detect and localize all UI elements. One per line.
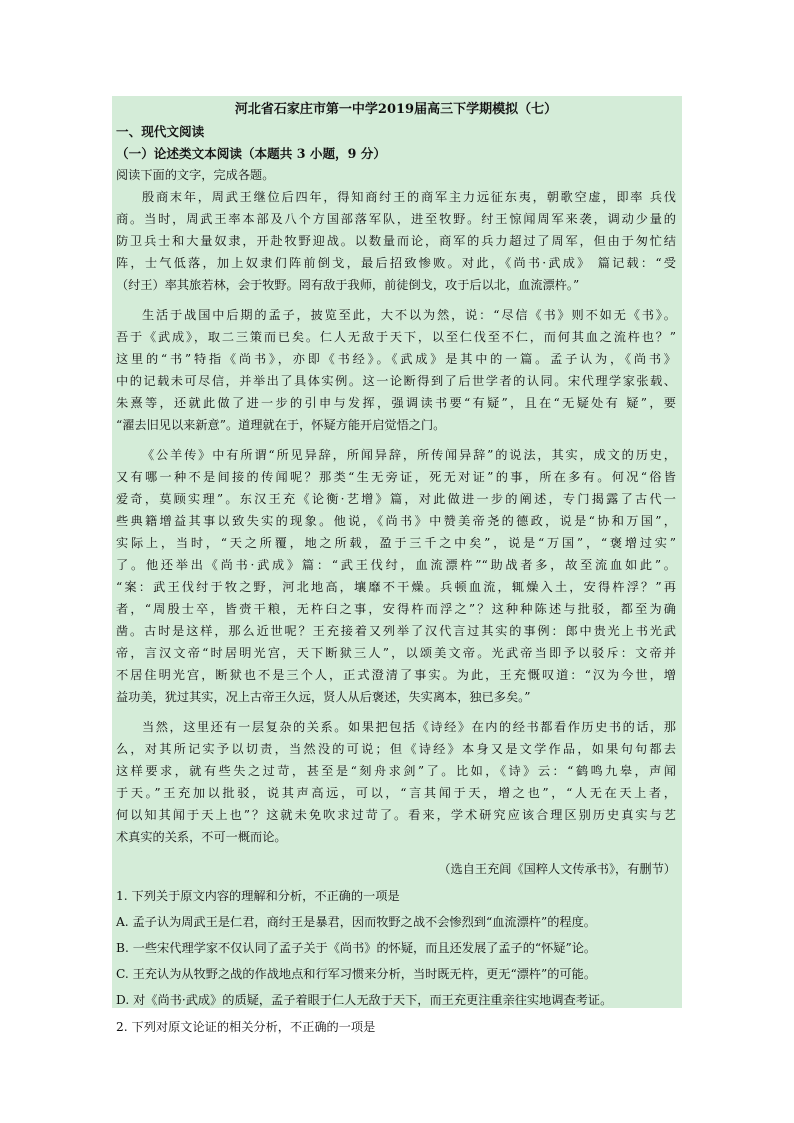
paragraph-line: 阵，士气低落，加上奴隶们阵前倒戈，最后招致惨败。对此，《尚书·武成》 篇记载：“受 xyxy=(116,256,676,270)
paragraph-line: 中的记载未可尽信，并举出了具体实例。这一论断得到了后世学者的认同。宋代理学家张载、 xyxy=(116,374,676,388)
section-heading: 一、现代文阅读 xyxy=(116,124,205,139)
question-1-option-b: B. 一些宋代理学家不仅认同了孟子关于《尚书》的怀疑，而且还发展了孟子的“怀疑”论。 xyxy=(116,941,597,955)
paragraph-line: “濯去旧见以来新意”。道理就在于，怀疑方能开启觉悟之门。 xyxy=(116,418,446,432)
sub-heading: （一）论述类文本阅读（本题共 3 小题，9 分） xyxy=(116,146,386,161)
paragraph-line: 商。当时，周武王率本部及八个方国部落军队，进至牧野。纣王惊闻周军来袭，调动少量的 xyxy=(116,212,676,226)
paragraph-line: 些典籍增益其事以致失实的现象。他说，《尚书》中赞美帝尧的德政，说是“协和万国”， xyxy=(116,514,676,528)
paragraph-line: 术真实的关系，不可一概而论。 xyxy=(116,830,287,844)
paragraph-line: 当然，这里还有一层复杂的关系。如果把包括《诗经》在内的经书都看作历史书的话，那 xyxy=(142,720,676,734)
question-1-option-c: C. 王充认为从牧野之战的作战地点和行军习惯来分析，当时既无杵，更无“漂杵”的可能。 xyxy=(116,967,597,981)
paragraph-line: 何以知其闻于天上也”？这就未免吹求过苛了。看来，学术研究应该合理区别历史真实与艺 xyxy=(116,808,676,822)
paragraph-line: 防卫兵士和大量奴隶，开赴牧野迎战。以数量而论，商军的兵力超过了周军，但由于匆忙结 xyxy=(116,234,676,248)
source-citation: （选自王充闾《国粹人文传承书》，有删节） xyxy=(438,862,676,876)
paragraph-line: 于天。”王充加以批驳，说其声高远，可以，“言其闻于天，增之也”，“人无在天上者， xyxy=(116,786,676,800)
instruction: 阅读下面的文字，完成各题。 xyxy=(116,168,275,182)
paragraph-line: 这样要求，就有些失之过苛，甚至是“刻舟求剑”了。比如，《诗》云：“鹤鸣九皋，声闻 xyxy=(116,764,676,778)
paragraph-3 xyxy=(116,444,676,708)
paragraph-line: 朱熹等，还就此做了进一步的引申与发挥，强调读书要“有疑”，且在“无疑处有 疑”，要 xyxy=(116,396,676,410)
paragraph-line: 益功美，犹过其实，况上古帝王久远，贤人从后褒述，失实离本，独已多矣。” xyxy=(116,690,531,704)
paragraph-line: 实际上，当时，“天之所覆，地之所载，盈于三千之中矣”，说是“万国”，“褒增过实” xyxy=(116,536,676,550)
paragraph-line: 这里的“书”特指《尚书》，亦即《书经》。《武成》是其中的一篇。孟子认为，《尚书》 xyxy=(116,352,676,366)
question-1-option-d: D. 对《尚书·武成》的质疑，孟子着眼于仁人无敌于天下，而王充更注重亲往实地调查考证。 xyxy=(116,993,613,1007)
paragraph-line: 又有哪一种不是间接的传闻呢？那类“生无旁证，死无对证”的事，所在多有。何况“俗皆 xyxy=(116,470,676,484)
paragraph-line: 爱奇，莫顾实理”。东汉王充《论衡·艺增》篇，对此做进一步的阐述，专门揭露了古代一 xyxy=(116,492,676,506)
paragraph-1 xyxy=(116,186,676,296)
question-1-stem: 1. 下列关于原文内容的理解和分析，不正确的一项是 xyxy=(116,889,400,903)
paragraph-line: “案：武王伐纣于牧之野，河北地高，壤靡不干燥。兵顿血流，辄燥入土，安得杵浮？”再 xyxy=(116,580,676,594)
paragraph-line: 了。他还举出《尚书·武成》篇：“武王伐纣，血流漂杵”“助战者多，故至流血如此”。 xyxy=(116,558,676,572)
paragraph-line: 吾于《武成》，取二三策而已矣。仁人无敌于天下，以至仁伐至不仁，而何其血之流杵也？” xyxy=(116,330,676,344)
paragraph-line: 《公羊传》中有所谓“所见异辞，所闻异辞，所传闻异辞”的说法，其实，成文的历史， xyxy=(142,448,676,462)
paragraph-2 xyxy=(116,304,676,436)
paragraph-line: 者，“周殷士卒，皆赍干粮，无杵臼之事，安得杵而浮之”？这种种陈述与批驳，都至为确 xyxy=(116,602,676,616)
paragraph-line: 殷商末年，周武王继位后四年，得知商纣王的商军主力远征东夷，朝歌空虚，即率 兵伐 xyxy=(142,190,676,204)
paragraph-line: 凿。古时是这样，那么近世呢？王充接着又列举了汉代言过其实的事例：郎中贵光上书光武 xyxy=(116,624,676,638)
question-1-option-a: A. 孟子认为周武王是仁君，商纣王是暴君，因而牧野之战不会惨烈到“血流漂杵”的程度。 xyxy=(116,915,596,929)
paragraph-line: 帝，言汉文帝“时居明光宫，天下断狱三人”，以颂美文帝。光武帝当即予以驳斥：文帝并 xyxy=(116,646,676,660)
question-2-stem: 2. 下列对原文论证的相关分析，不正确的一项是 xyxy=(116,1020,376,1034)
paragraph-4 xyxy=(116,716,676,848)
paragraph-line: 么，对其所记实予以切责，当然没的可说；但《诗经》本身又是文学作品，如果句句都去 xyxy=(116,742,676,756)
document-title: 河北省石家庄市第一中学2019届高三下学期模拟（七） xyxy=(234,102,558,117)
paragraph-line: （纣王）率其旅若林，会于牧野。罔有敌于我师，前徒倒戈，攻于后以北，血流漂杵。” xyxy=(116,278,580,292)
paragraph-line: 不居住明光宫，断狱也不是三个人，正式澄清了事实。为此，王充慨叹道：“汉为今世，增 xyxy=(116,668,676,682)
document-page xyxy=(112,96,682,1034)
paragraph-line: 生活于战国中后期的孟子，披览至此，大不以为然，说：“尽信《书》则不如无《书》。 xyxy=(142,308,676,322)
